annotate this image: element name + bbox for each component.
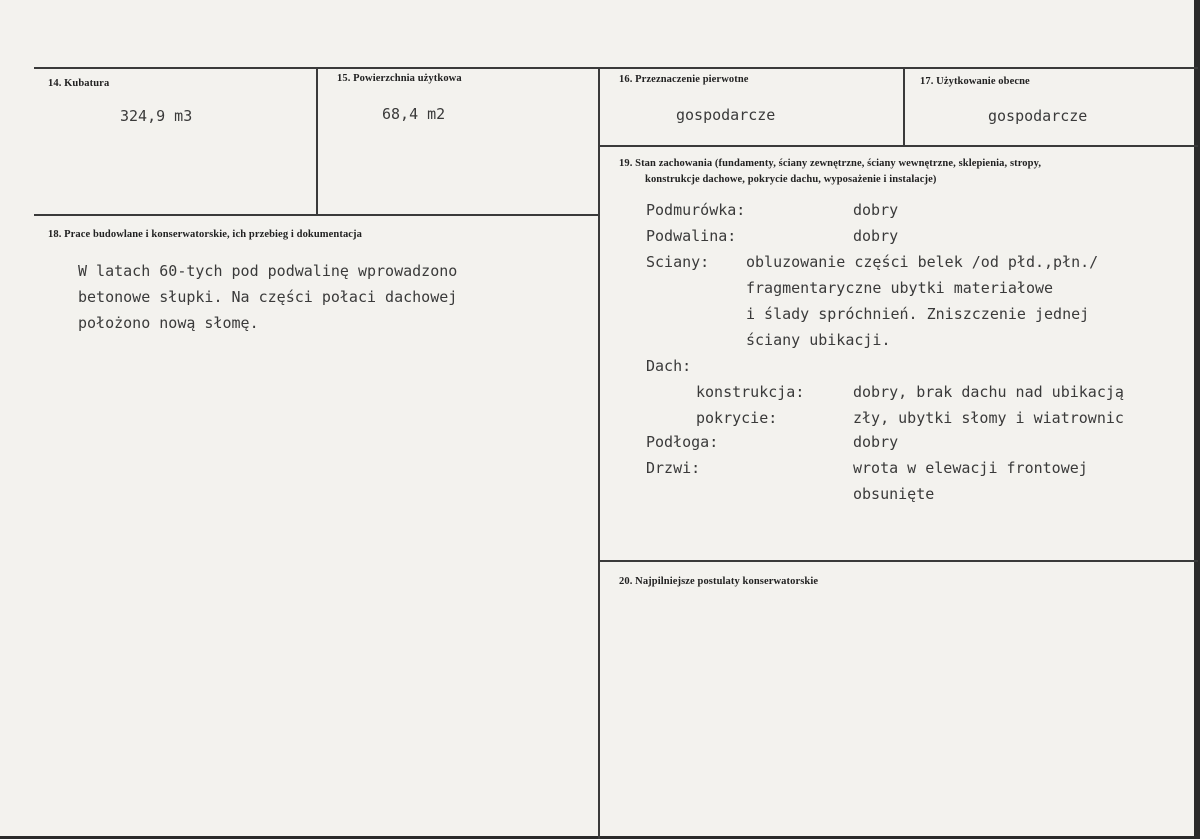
field-19-label-line2: konstrukcje dachowe, pokrycie dachu, wyposażenie i instalacje) [645,174,937,185]
field-18-line: betonowe słupki. Na części połaci dachowej [78,288,458,306]
state-key-podwalina: Podwalina: [646,227,737,245]
state-value-pokrycie: zły, ubytki słomy i wiatrownic [853,409,1124,427]
field-18-line: położono nową słomę. [78,314,259,332]
field-17-value: gospodarcze [988,107,1088,125]
state-key-konstrukcja: konstrukcja: [696,383,805,401]
field-18-text [78,258,457,336]
state-key-drzwi: Drzwi: [646,459,701,477]
field-15-value: 68,4 m2 [382,105,446,123]
field-20-label: 20. Najpilniejsze postulaty konserwatorskie [619,576,819,587]
rule-vertical-16-17 [903,67,905,147]
field-14-label: 14. Kubatura [48,78,110,89]
state-value-konstrukcja: dobry, brak dachu nad ubikacją [853,383,1124,401]
rule-right-upper [598,145,1198,147]
rule-vertical-center [598,67,600,839]
state-key-podmurowka: Podmurówka: [646,201,746,219]
field-16-label: 16. Przeznaczenie pierwotne [619,74,749,85]
rule-right-lower [598,560,1198,562]
state-value-sciany-cont: i ślady spróchnień. Zniszczenie jednej [746,305,1090,323]
state-value-sciany-cont: ściany ubikacji. [746,331,891,349]
card-right-edge [1194,0,1200,839]
field-18-label: 18. Prace budowlane i konserwatorskie, ich przebieg i dokumentacja [48,229,363,240]
state-value-sciany-cont: fragmentaryczne ubytki materiałowe [746,279,1054,297]
field-17-label: 17. Użytkowanie obecne [920,76,1030,87]
state-key-dach: Dach: [646,357,692,375]
rule-vertical-14-15 [316,67,318,216]
state-key-sciany: Sciany: [646,253,710,271]
field-16-value: gospodarcze [676,106,776,124]
rule-top [34,67,1198,69]
state-key-pokrycie: pokrycie: [696,409,778,427]
state-value-sciany: obluzowanie części belek /od płd.,płn./ [746,253,1099,271]
field-19-label-line1: 19. Stan zachowania (fundamenty, ściany zewnętrzne, ściany wewnętrzne, sklepienia, stropy, [619,158,1042,169]
state-key-podloga: Podłoga: [646,433,719,451]
state-value-podwalina: dobry [853,227,899,245]
state-value-podmurowka: dobry [853,201,899,219]
field-15-label: 15. Powierzchnia użytkowa [337,73,462,84]
state-value-drzwi-cont: obsunięte [853,485,935,503]
state-value-podloga: dobry [853,433,899,451]
field-18-line: W latach 60-tych pod podwalinę wprowadzono [78,262,458,280]
state-value-drzwi: wrota w elewacji frontowej [853,459,1088,477]
field-14-value: 324,9 m3 [120,107,193,125]
